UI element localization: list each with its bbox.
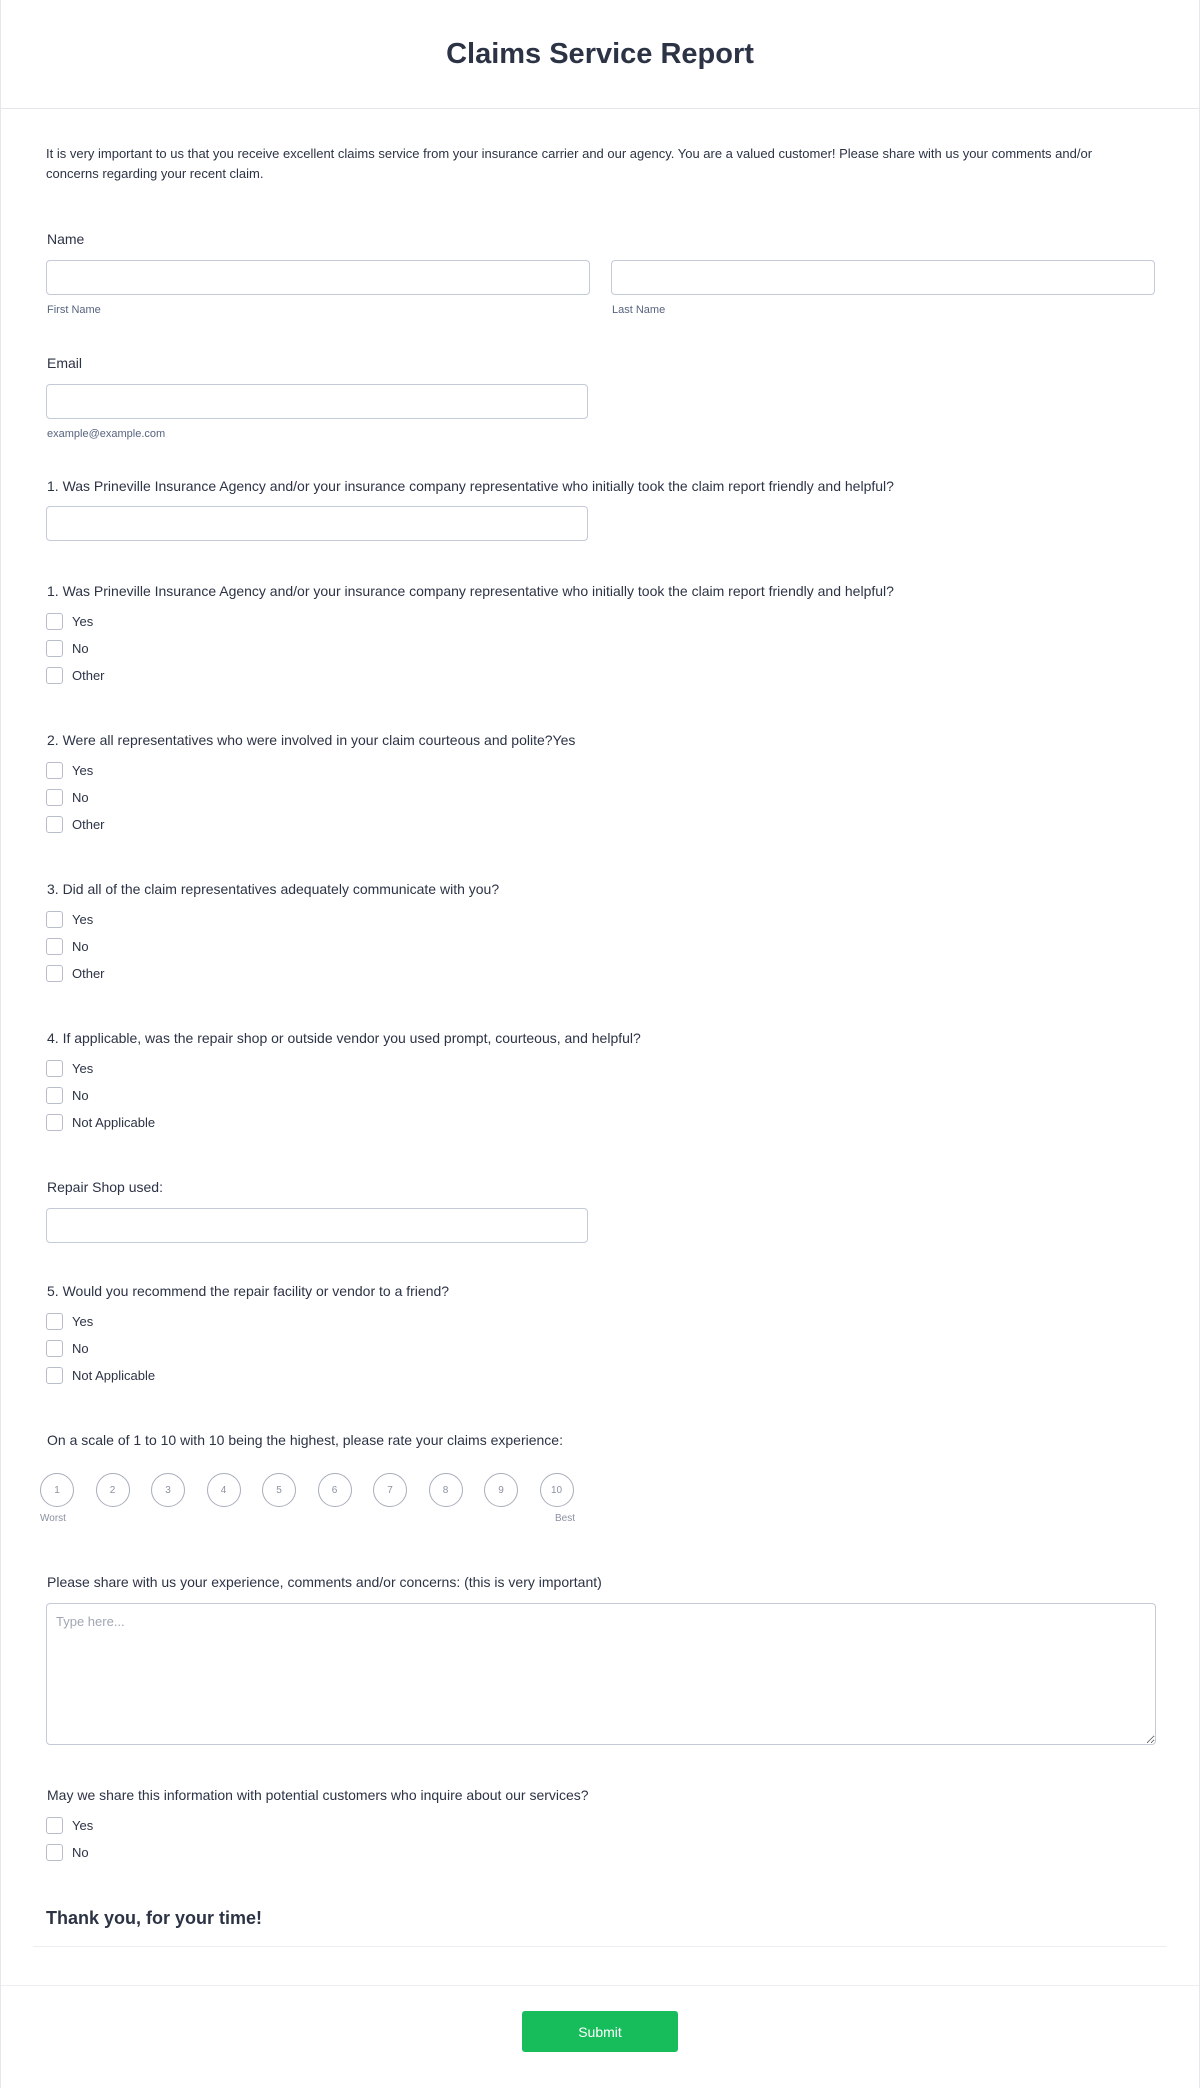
checkbox[interactable] [46, 762, 63, 779]
q4-option-not-applicable[interactable]: Not Applicable [46, 1109, 1154, 1136]
checkbox[interactable] [46, 1087, 63, 1104]
checkbox[interactable] [46, 640, 63, 657]
share-label: May we share this information with potential customers who inquire about our services? [47, 1787, 589, 1803]
rating-option[interactable]: 2 [96, 1473, 130, 1507]
form-body [1, 144, 1199, 1947]
rating-label: On a scale of 1 to 10 with 10 being the highest, please rate your claims experience: [47, 1432, 563, 1448]
q1-label: 1. Was Prineville Insurance Agency and/or your insurance company representative who initially took the claim report friendly and helpful? [47, 583, 894, 599]
q2-option-no[interactable]: No [46, 784, 1154, 811]
q1-text-field [46, 478, 1154, 541]
rating-option[interactable]: 9 [484, 1473, 518, 1507]
checkbox[interactable] [46, 816, 63, 833]
rating-low-label: Worst [40, 1513, 66, 1524]
name-label: Name [47, 231, 85, 247]
thanks-section [46, 1908, 1154, 1947]
q1-option-yes[interactable]: Yes [46, 608, 1154, 635]
q5-option-yes[interactable]: Yes [46, 1308, 1154, 1335]
intro-text: It is very important to us that you receive excellent claims service from your insurance carrier and our agency. You are a valued customer! Please share with us your comments and/or concerns regarding your recent claim. [46, 146, 1093, 181]
q3-field [46, 881, 1154, 987]
q2-field [46, 732, 1154, 838]
checkbox[interactable] [46, 1844, 63, 1861]
comments-label: Please share with us your experience, comments and/or concerns: (this is very important) [47, 1574, 602, 1590]
last-name-input[interactable] [611, 260, 1155, 295]
q5-field [46, 1283, 1154, 1389]
form-footer [1, 1985, 1199, 2088]
rating-option[interactable]: 10 [540, 1473, 574, 1507]
checkbox[interactable] [46, 1313, 63, 1330]
q1-text-label: 1. Was Prineville Insurance Agency and/or your insurance company representative who initially took the claim report friendly and helpful? [47, 478, 894, 494]
q5-option-not-applicable[interactable]: Not Applicable [46, 1362, 1154, 1389]
page-title: Claims Service Report [446, 37, 754, 70]
comments-textarea[interactable] [46, 1603, 1156, 1745]
q1-text-input[interactable] [46, 506, 588, 541]
q1-option-other[interactable]: Other [46, 662, 1154, 689]
email-label: Email [47, 355, 83, 371]
checkbox[interactable] [46, 1367, 63, 1384]
checkbox[interactable] [46, 667, 63, 684]
q3-label: 3. Did all of the claim representatives adequately communicate with you? [47, 881, 500, 897]
email-field [46, 355, 1154, 440]
checkbox[interactable] [46, 789, 63, 806]
form-header [1, 0, 1199, 109]
share-field [46, 1787, 1154, 1866]
checkbox[interactable] [46, 965, 63, 982]
q5-label: 5. Would you recommend the repair facility or vendor to a friend? [47, 1283, 450, 1299]
q3-option-no[interactable]: No [46, 933, 1154, 960]
q4-label: 4. If applicable, was the repair shop or outside vendor you used prompt, courteous, and helpful? [47, 1030, 641, 1046]
checkbox[interactable] [46, 1340, 63, 1357]
submit-button[interactable]: Submit [522, 2011, 678, 2052]
thanks-heading: Thank you, for your time! [46, 1908, 263, 1928]
checkbox[interactable] [46, 911, 63, 928]
q2-option-other[interactable]: Other [46, 811, 1154, 838]
share-option-yes[interactable]: Yes [46, 1812, 1154, 1839]
last-name-sublabel: Last Name [612, 304, 666, 316]
rating-scale [40, 1473, 1154, 1507]
q3-option-other[interactable]: Other [46, 960, 1154, 987]
checkbox[interactable] [46, 1114, 63, 1131]
q5-option-no[interactable]: No [46, 1335, 1154, 1362]
repair-shop-field [46, 1179, 1154, 1243]
q2-label: 2. Were all representatives who were involved in your claim courteous and polite?Yes [47, 732, 576, 748]
email-input[interactable] [46, 384, 588, 419]
checkbox[interactable] [46, 613, 63, 630]
q2-option-yes[interactable]: Yes [46, 757, 1154, 784]
rating-option[interactable]: 8 [429, 1473, 463, 1507]
rating-option[interactable]: 5 [262, 1473, 296, 1507]
q4-option-no[interactable]: No [46, 1082, 1154, 1109]
first-name-input[interactable] [46, 260, 590, 295]
q4-option-yes[interactable]: Yes [46, 1055, 1154, 1082]
comments-field [46, 1574, 1154, 1745]
rating-option[interactable]: 7 [373, 1473, 407, 1507]
q1-option-no[interactable]: No [46, 635, 1154, 662]
rating-option[interactable]: 6 [318, 1473, 352, 1507]
rating-option[interactable]: 4 [207, 1473, 241, 1507]
repair-shop-input[interactable] [46, 1208, 588, 1243]
email-sublabel: example@example.com [47, 428, 166, 440]
rating-high-label: Best [554, 1513, 575, 1524]
divider [33, 1946, 1167, 1947]
q1-field [46, 583, 1154, 689]
checkbox[interactable] [46, 938, 63, 955]
checkbox[interactable] [46, 1060, 63, 1077]
share-option-no[interactable]: No [46, 1839, 1154, 1866]
q4-field [46, 1030, 1154, 1136]
checkbox[interactable] [46, 1817, 63, 1834]
first-name-sublabel: First Name [47, 304, 101, 316]
repair-shop-label: Repair Shop used: [47, 1179, 163, 1195]
rating-option[interactable]: 1 [40, 1473, 74, 1507]
rating-option[interactable]: 3 [151, 1473, 185, 1507]
rating-field [40, 1432, 1154, 1524]
name-field [46, 231, 1154, 316]
q3-option-yes[interactable]: Yes [46, 906, 1154, 933]
